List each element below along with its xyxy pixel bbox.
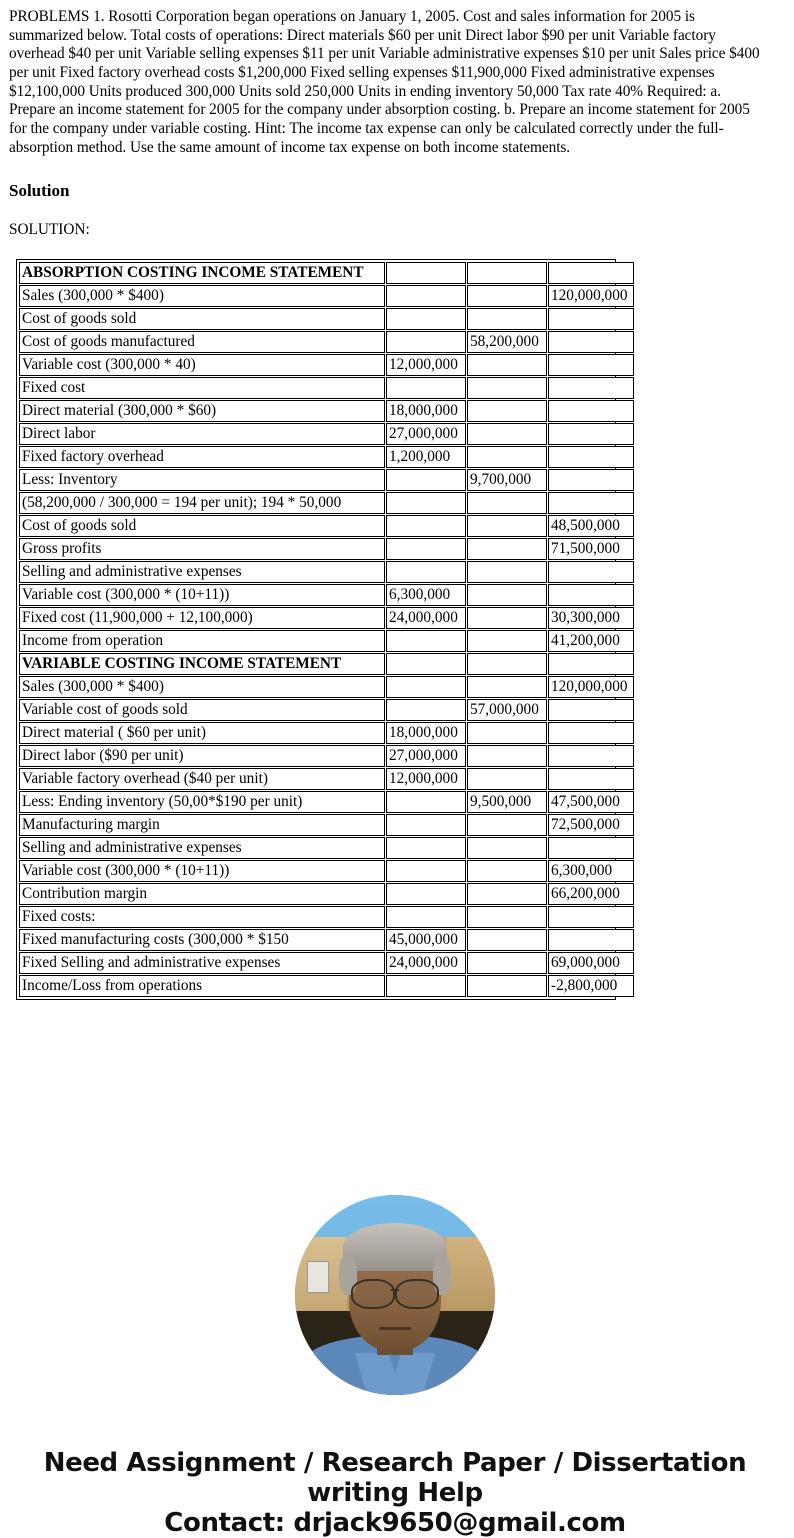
table-row (19, 400, 634, 422)
table-row (19, 377, 634, 399)
amount-cell-col2 (467, 308, 547, 330)
amount-cell-col3: 47,500,000 (548, 791, 634, 813)
table-row (19, 492, 634, 514)
amount-cell-col3 (548, 745, 634, 767)
amount-cell-col2 (467, 492, 547, 514)
table-row (19, 745, 634, 767)
row-label-cell: Less: Inventory (19, 469, 385, 491)
amount-cell-col1 (386, 285, 466, 307)
table-row (19, 285, 634, 307)
row-label-cell: Variable cost (300,000 * 40) (19, 354, 385, 376)
table-row (19, 538, 634, 560)
row-label-cell: Fixed cost (19, 377, 385, 399)
amount-cell-col1 (386, 538, 466, 560)
amount-cell-col1: 27,000,000 (386, 745, 466, 767)
row-label-cell: Income/Loss from operations (19, 975, 385, 997)
table-row (19, 331, 634, 353)
row-label-cell: Less: Ending inventory (50,00*$190 per unit) (19, 791, 385, 813)
table-row (19, 814, 634, 836)
table-row (19, 975, 634, 997)
avatar-hair (343, 1223, 447, 1271)
amount-cell-col3 (548, 768, 634, 790)
table-row (19, 883, 634, 905)
avatar-eyeglass-right (395, 1279, 439, 1309)
amount-cell-col1: 45,000,000 (386, 929, 466, 951)
row-label-cell: Cost of goods manufactured (19, 331, 385, 353)
amount-cell-col2 (467, 423, 547, 445)
amount-cell-col3 (548, 929, 634, 951)
row-label-cell: Direct material ( $60 per unit) (19, 722, 385, 744)
table-row (19, 676, 634, 698)
amount-cell-col3: 66,200,000 (548, 883, 634, 905)
amount-cell-col2 (467, 538, 547, 560)
table-row (19, 860, 634, 882)
amount-cell-col2 (467, 561, 547, 583)
amount-cell-col3 (548, 837, 634, 859)
row-label-cell: Selling and administrative expenses (19, 837, 385, 859)
income-statement-table (18, 261, 635, 998)
amount-cell-col2 (467, 377, 547, 399)
amount-cell-col3 (548, 354, 634, 376)
amount-cell-col1: 12,000,000 (386, 354, 466, 376)
amount-cell-col3 (548, 722, 634, 744)
amount-cell-col3: 48,500,000 (548, 515, 634, 537)
amount-cell-col1: 18,000,000 (386, 722, 466, 744)
table-row (19, 653, 634, 675)
row-label-cell: Contribution margin (19, 883, 385, 905)
table-row (19, 607, 634, 629)
amount-cell-col3: -2,800,000 (548, 975, 634, 997)
amount-cell-col1: 24,000,000 (386, 952, 466, 974)
amount-cell-col3 (548, 423, 634, 445)
amount-cell-col2 (467, 952, 547, 974)
amount-cell-col3: 72,500,000 (548, 814, 634, 836)
footer-service-line: Need Assignment / Research Paper / Dissertation writing Help (43, 1447, 747, 1508)
table-row (19, 630, 634, 652)
solution-label: SOLUTION: (9, 220, 90, 238)
amount-cell-col2: 9,500,000 (467, 791, 547, 813)
table-row (19, 722, 634, 744)
problem-statement-text: PROBLEMS 1. Rosotti Corporation began operations on January 1, 2005. Cost and sales information for 2005 is summarized below. Total costs of operations: Direct materials $60 per unit Direct labor $90 per unit Variable factory overhead $40 per unit Variable selling expenses $11 per unit Variable administrative expenses $10 per unit Sales price $400 per unit Fixed factory overhead costs $1,200,000 Fixed selling expenses $11,900,000 Fixed administrative expenses $12,100,000 Units produced 300,000 Units sold 250,000 Units in ending inventory 50,000 Tax rate 40% Required: a. Prepare an income statement for 2005 for the company under absorption costing. b. Prepare an income statement for 2005 for the company under variable costing. Hint: The income tax expense can only be calculated correctly under the full-absorption method. Use the same amount of income tax expense on both income statements. (9, 8, 760, 156)
amount-cell-col3 (548, 699, 634, 721)
table-row (19, 469, 634, 491)
row-label-cell: Income from operation (19, 630, 385, 652)
amount-cell-col2 (467, 354, 547, 376)
row-label-cell: Manufacturing margin (19, 814, 385, 836)
table-row (19, 699, 634, 721)
amount-cell-col1 (386, 515, 466, 537)
table-row (19, 308, 634, 330)
amount-cell-col1 (386, 262, 466, 284)
amount-cell-col1 (386, 906, 466, 928)
amount-cell-col1 (386, 791, 466, 813)
table-row (19, 837, 634, 859)
amount-cell-col2 (467, 975, 547, 997)
avatar-container (8, 1195, 782, 1400)
table-row (19, 515, 634, 537)
row-label-cell: Direct material (300,000 * $60) (19, 400, 385, 422)
amount-cell-col3: 120,000,000 (548, 676, 634, 698)
row-label-cell: Direct labor (19, 423, 385, 445)
amount-cell-col3: 41,200,000 (548, 630, 634, 652)
amount-cell-col1: 12,000,000 (386, 768, 466, 790)
amount-cell-col3 (548, 331, 634, 353)
amount-cell-col2 (467, 814, 547, 836)
row-label-cell: Variable cost (300,000 * (10+11)) (19, 860, 385, 882)
amount-cell-col1 (386, 814, 466, 836)
amount-cell-col3 (548, 492, 634, 514)
table-row (19, 262, 634, 284)
amount-cell-col2 (467, 515, 547, 537)
amount-cell-col2 (467, 584, 547, 606)
amount-cell-col1: 24,000,000 (386, 607, 466, 629)
amount-cell-col1 (386, 492, 466, 514)
row-label-cell: Cost of goods sold (19, 515, 385, 537)
row-label-cell: Fixed cost (11,900,000 + 12,100,000) (19, 607, 385, 629)
table-row (19, 791, 634, 813)
amount-cell-col1 (386, 676, 466, 698)
footer-contact-line: Contact: drjack9650@gmail.com (164, 1508, 626, 1538)
solution-heading: Solution (9, 181, 70, 201)
amount-cell-col3 (548, 561, 634, 583)
row-label-cell: Direct labor ($90 per unit) (19, 745, 385, 767)
amount-cell-col3 (548, 469, 634, 491)
amount-cell-col1 (386, 630, 466, 652)
amount-cell-col3 (548, 584, 634, 606)
amount-cell-col2 (467, 676, 547, 698)
table-row (19, 952, 634, 974)
table-row (19, 906, 634, 928)
amount-cell-col3 (548, 377, 634, 399)
amount-cell-col3 (548, 400, 634, 422)
amount-cell-col1 (386, 860, 466, 882)
amount-cell-col2 (467, 630, 547, 652)
amount-cell-col1 (386, 883, 466, 905)
amount-cell-col2: 57,000,000 (467, 699, 547, 721)
table-row (19, 561, 634, 583)
amount-cell-col3 (548, 308, 634, 330)
avatar (295, 1195, 495, 1395)
row-label-cell: Sales (300,000 * $400) (19, 676, 385, 698)
amount-cell-col3: 120,000,000 (548, 285, 634, 307)
row-label-cell: Fixed manufacturing costs (300,000 * $150 (19, 929, 385, 951)
row-label-cell: Variable factory overhead ($40 per unit) (19, 768, 385, 790)
amount-cell-col1 (386, 699, 466, 721)
row-label-cell: Fixed costs: (19, 906, 385, 928)
avatar-eyeglass-left (351, 1279, 395, 1309)
row-label-cell: Variable cost (300,000 * (10+11)) (19, 584, 385, 606)
avatar-mouth (379, 1327, 411, 1331)
amount-cell-col1 (386, 975, 466, 997)
amount-cell-col3: 69,000,000 (548, 952, 634, 974)
amount-cell-col2 (467, 745, 547, 767)
amount-cell-col1: 18,000,000 (386, 400, 466, 422)
amount-cell-col2 (467, 653, 547, 675)
table-row (19, 768, 634, 790)
amount-cell-col1: 1,200,000 (386, 446, 466, 468)
amount-cell-col1 (386, 331, 466, 353)
statement-section-header: ABSORPTION COSTING INCOME STATEMENT (19, 262, 385, 284)
amount-cell-col1 (386, 377, 466, 399)
amount-cell-col3 (548, 653, 634, 675)
income-statement-table-container (16, 259, 628, 1000)
amount-cell-col2 (467, 837, 547, 859)
amount-cell-col2 (467, 722, 547, 744)
row-label-cell: Cost of goods sold (19, 308, 385, 330)
footer-contact-block (8, 1448, 782, 1538)
amount-cell-col2 (467, 929, 547, 951)
row-label-cell: Variable cost of goods sold (19, 699, 385, 721)
row-label-cell: Fixed factory overhead (19, 446, 385, 468)
amount-cell-col2: 58,200,000 (467, 331, 547, 353)
amount-cell-col2 (467, 768, 547, 790)
amount-cell-col2 (467, 262, 547, 284)
amount-cell-col2: 9,700,000 (467, 469, 547, 491)
amount-cell-col3: 71,500,000 (548, 538, 634, 560)
row-label-cell: Sales (300,000 * $400) (19, 285, 385, 307)
amount-cell-col3: 30,300,000 (548, 607, 634, 629)
amount-cell-col1: 27,000,000 (386, 423, 466, 445)
amount-cell-col1 (386, 469, 466, 491)
table-row (19, 423, 634, 445)
amount-cell-col1 (386, 837, 466, 859)
row-label-cell: Fixed Selling and administrative expenses (19, 952, 385, 974)
amount-cell-col1: 6,300,000 (386, 584, 466, 606)
income-statement-table-body (19, 262, 634, 997)
row-label-cell: Gross profits (19, 538, 385, 560)
amount-cell-col1 (386, 308, 466, 330)
amount-cell-col2 (467, 607, 547, 629)
table-row (19, 354, 634, 376)
table-row (19, 929, 634, 951)
amount-cell-col2 (467, 400, 547, 422)
table-row (19, 584, 634, 606)
amount-cell-col3 (548, 262, 634, 284)
amount-cell-col2 (467, 860, 547, 882)
table-row (19, 446, 634, 468)
amount-cell-col1 (386, 653, 466, 675)
amount-cell-col3: 6,300,000 (548, 860, 634, 882)
amount-cell-col3 (548, 446, 634, 468)
amount-cell-col3 (548, 906, 634, 928)
avatar-background-switch (307, 1261, 329, 1293)
amount-cell-col2 (467, 883, 547, 905)
avatar-eyeglass-bridge (391, 1289, 399, 1292)
row-label-cell: (58,200,000 / 300,000 = 194 per unit); 194 * 50,000 (19, 492, 385, 514)
amount-cell-col2 (467, 285, 547, 307)
row-label-cell: Selling and administrative expenses (19, 561, 385, 583)
amount-cell-col2 (467, 906, 547, 928)
statement-section-header: VARIABLE COSTING INCOME STATEMENT (19, 653, 385, 675)
amount-cell-col2 (467, 446, 547, 468)
amount-cell-col1 (386, 561, 466, 583)
